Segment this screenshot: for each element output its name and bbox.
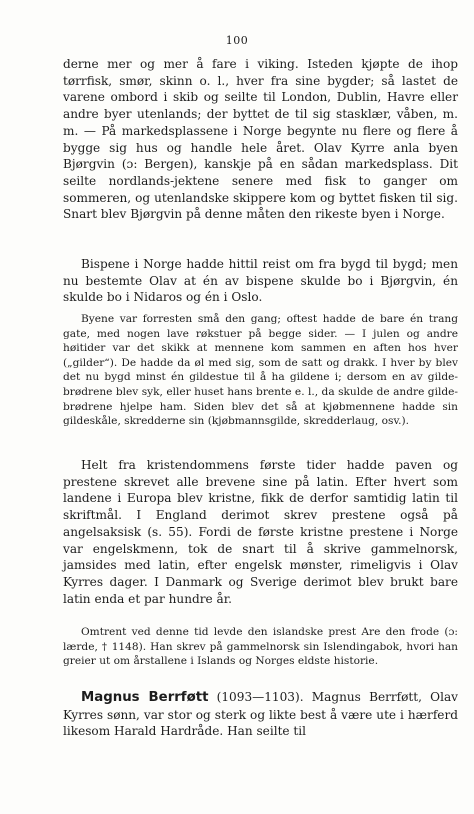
paragraph-towns-smallprint — [63, 312, 458, 429]
page-number: 100 — [225, 34, 249, 47]
paragraph-text: Byene var forresten små den gang; oftest hadde de bare én trang gate, med nogen lave røkstuer på begge sider. — I julen og andre høitider var det skikk at mennene kom sammen en aften hos hver („gilder“). De hadde da øl med sig, som de satt og drakk. I hver by blev det nu bygd minst én gildestue til å ha gildene i; dersom en av gilde-brødrene blev syk, eller huset hans brente e. l., da skulde de andre gilde-brødrene hjelpe ham. Siden blev det så at kjøbmennene hadde sin gildeskåle, skredderne sin (kjøbmannsgilde, skredderlaug, osv.). — [63, 313, 458, 428]
section-heading-name: Magnus Berrføtt — [81, 690, 209, 705]
section-magnus-berrfott — [63, 689, 458, 740]
paragraph-latin — [63, 457, 458, 607]
section-paragraph — [63, 689, 458, 740]
paragraph-markets — [63, 56, 458, 223]
paragraph-are-smallprint — [63, 625, 458, 669]
paragraph-text: derne mer og mer å fare i viking. Isteden kjøpte de ihop tørrfisk, smør, skinn o. l., hver fra sine bygder; så lastet de varene ombord i skib og seilte til London, Dublin, Havre eller andre byer utenlands; der byttet de til sig stasklær, våben, m. m. — På markedsplassene i Norge begynte nu flere og flere å bygge sig hus og handle hele året. Olav Kyrre anla byen Bjørgvin (ɔ: Bergen), kanskje på en sådan markedsplass. Dit seilte nordlands-jektene senere med fisk to ganger om sommeren, og utenlandske skippere kom og byttet fisken til sig. Snart blev Bjørgvin på denne måten den rikeste byen i Norge. — [63, 57, 458, 222]
section-heading-years: (1093—1103). — [208, 690, 304, 704]
paragraph-text: Omtrent ved denne tid levde den islandske prest Are den frode (ɔ: lærde, † 1148). Han skrev på gammelnorsk sin Islendingabok, hvori han greier ut om årstallene i Islands og Norges eldste historie. — [63, 626, 458, 668]
paragraph-text: Helt fra kristendommens første tider hadde paven og prestene skrevet alle brevene sine på latin. Efter hvert som landene i Europa blev kristne, fikk de derfor samtidig latin til skriftmål. I England derimot skrev prestene også på angelsaksisk (s. 55). Fordi de første kristne prestene i Norge var engelskmenn, tok de snart til å skrive gammelnorsk, jamsides med latin, efter engelsk mønster, rimeligvis i Olav Kyrres dager. I Danmark og Sverige derimot blev brukt bare latin enda et par hundre år. — [63, 458, 458, 606]
paragraph-text: Magnus Berrføtt, Olav Kyrres sønn, var stor og sterk og likte best å være ute i hærferd likesom Harald Hardråde. Han seilte til — [63, 690, 459, 739]
paragraph-text: Bispene i Norge hadde hittil reist om fra bygd til bygd; men nu bestemte Olav at én av bispene skulde bo i Bjørgvin, én skulde bo i Nidaros og én i Oslo. — [63, 257, 458, 305]
paragraph-bishops — [63, 256, 458, 306]
